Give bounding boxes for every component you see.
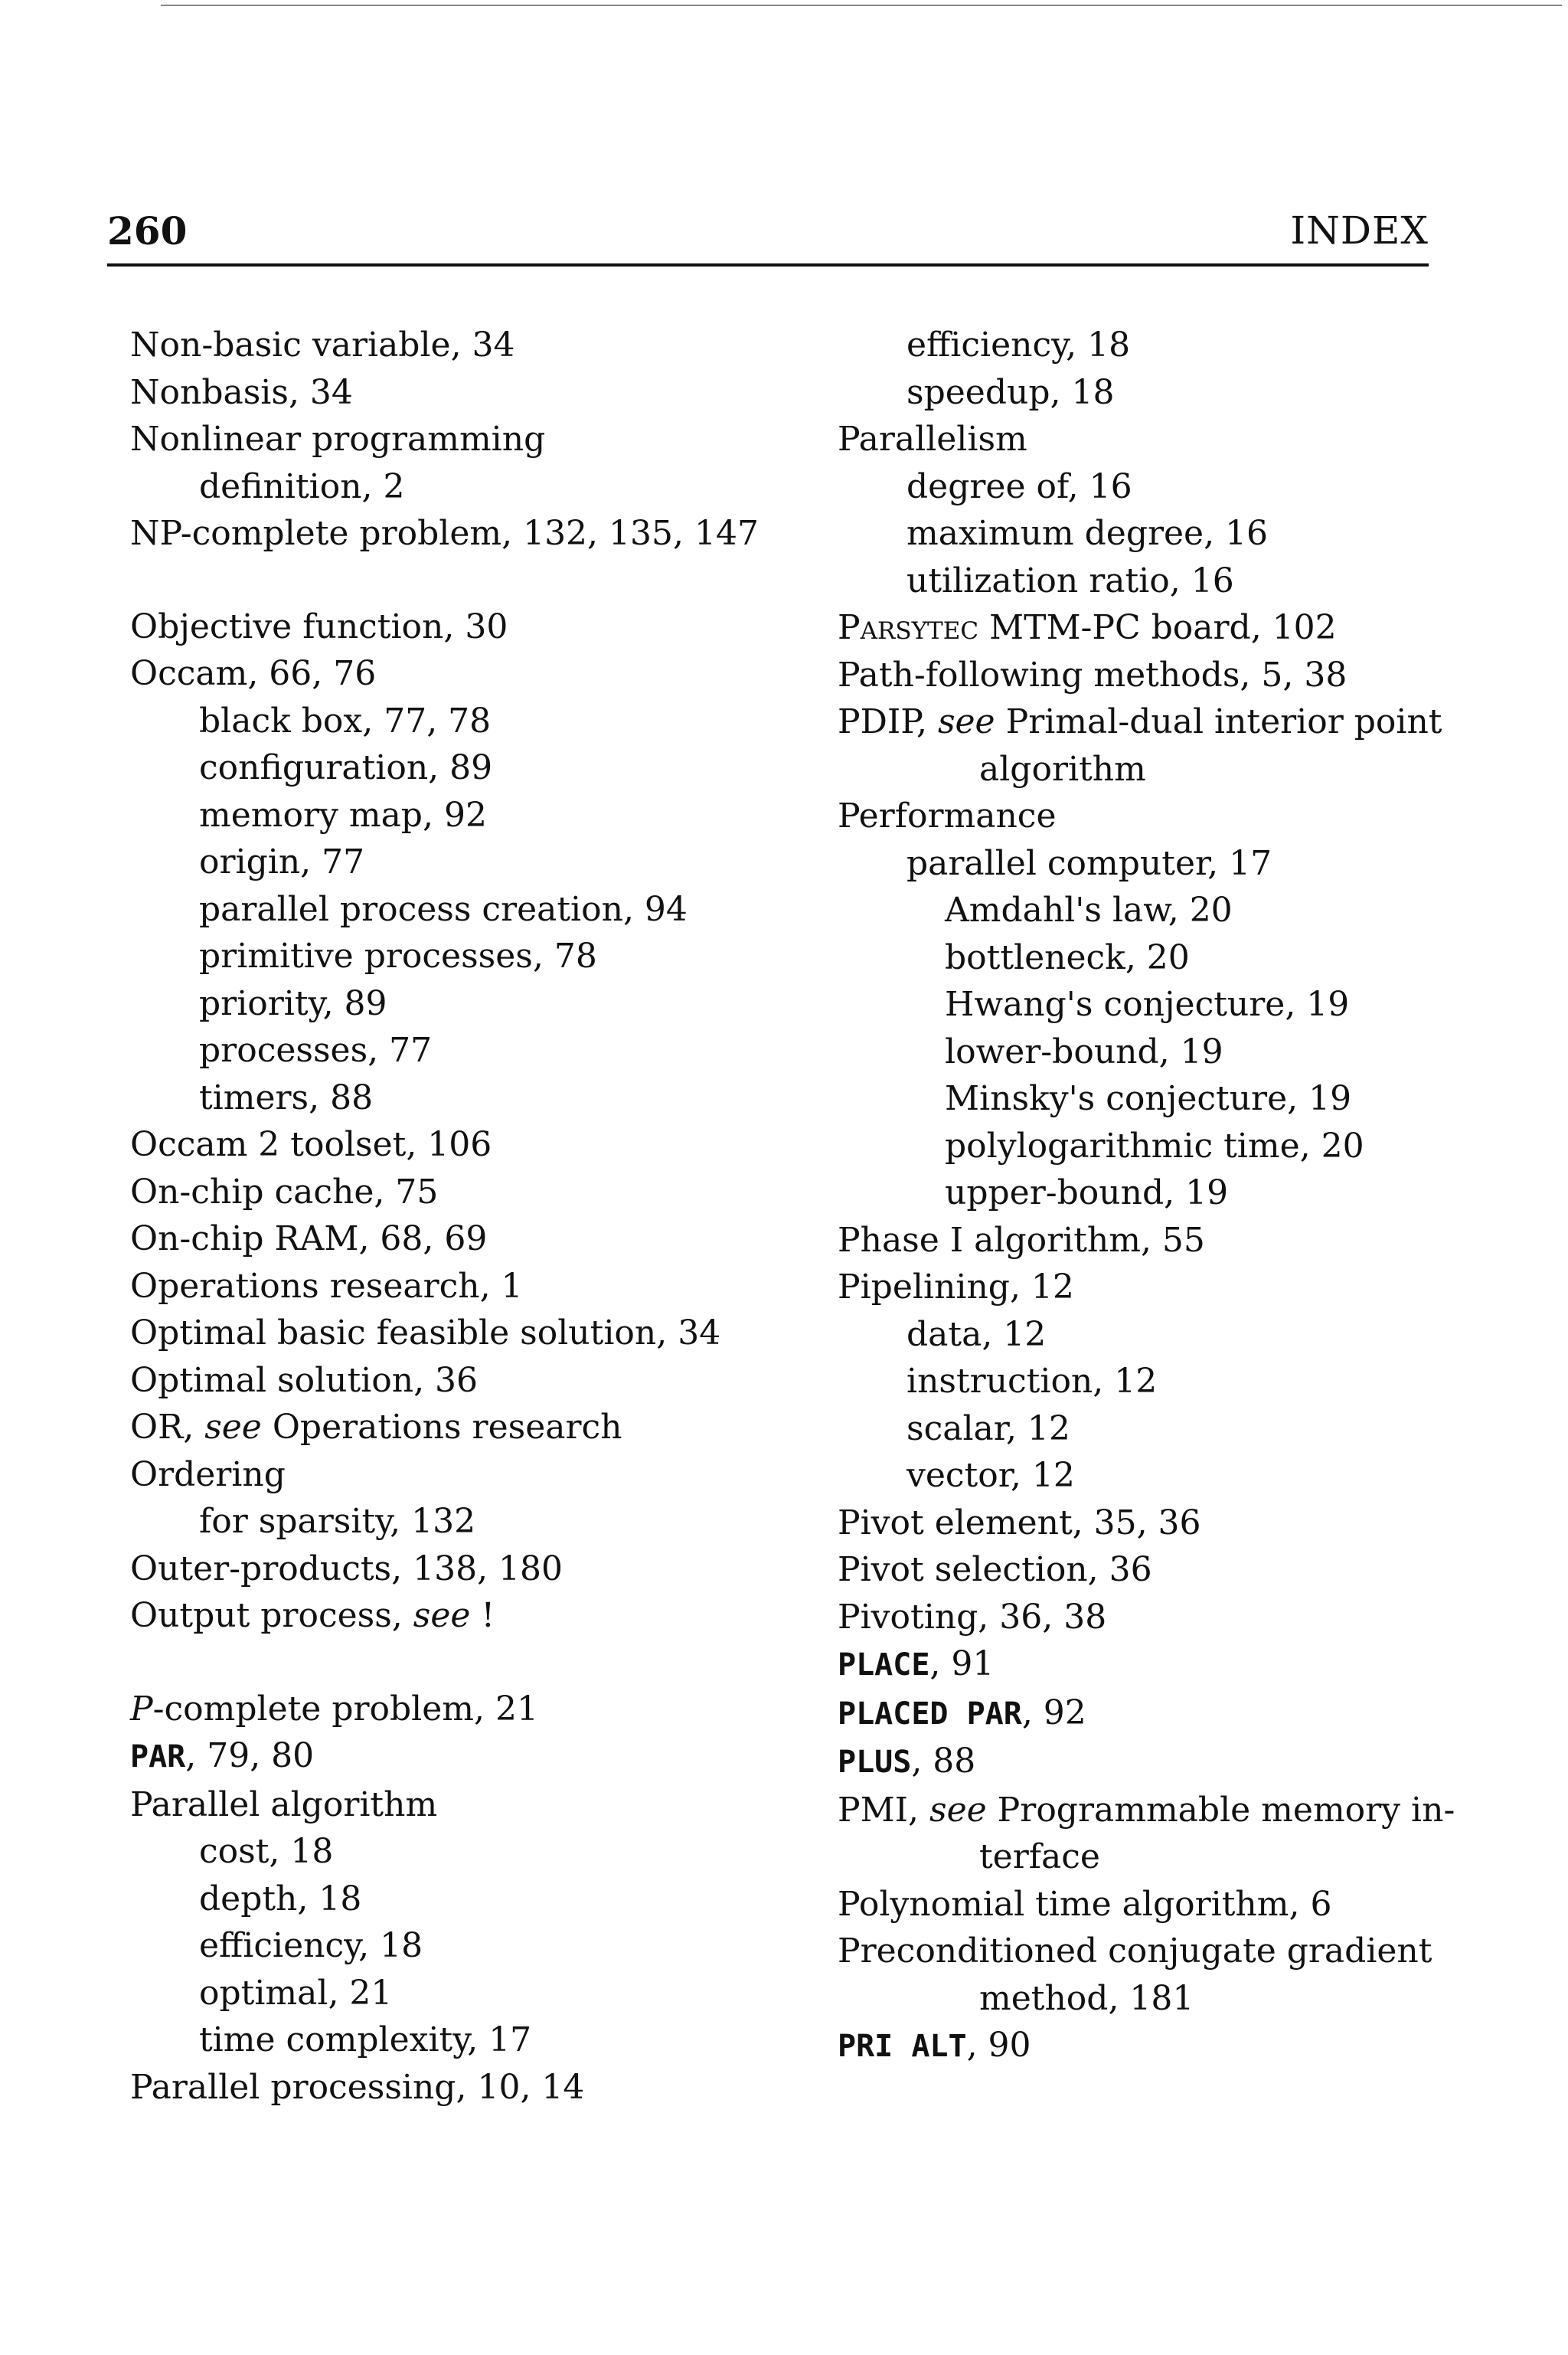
index-subentry [838, 322, 1511, 369]
entry-text: upper-bound, 19 [945, 1173, 1229, 1212]
entry-text: Phase I algorithm, 55 [838, 1220, 1205, 1260]
index-subentry [130, 792, 804, 839]
entry-term: PMI, [838, 1790, 930, 1830]
index-subentry [838, 369, 1511, 417]
entry-text: MTM-PC board, 102 [978, 608, 1337, 647]
index-subentry [838, 1029, 1511, 1076]
entry-text: On-chip cache, 75 [130, 1172, 439, 1212]
entry-text: Optimal solution, 36 [130, 1360, 479, 1400]
index-entry [838, 1500, 1511, 1547]
entry-text: polylogarithmic time, 20 [945, 1126, 1364, 1166]
entry-target: Operations research [261, 1408, 622, 1447]
index-entry [838, 652, 1511, 699]
index-entry [130, 603, 804, 651]
page-number: 260 [107, 208, 188, 253]
index-entry-continuation [838, 1975, 1511, 2023]
keyword-term: PLUS [838, 1745, 912, 1780]
index-subentry [838, 463, 1511, 511]
entry-text: Hwang's conjecture, 19 [945, 985, 1350, 1024]
index-entry [838, 1264, 1511, 1311]
index-entry [130, 1732, 804, 1781]
entry-text: for sparsity, 132 [199, 1502, 476, 1541]
entry-text: depth, 18 [199, 1879, 362, 1918]
index-entry [130, 416, 804, 463]
see-reference: see [929, 1790, 987, 1830]
entry-text: speedup, 18 [906, 372, 1115, 412]
entry-text: primitive processes, 78 [199, 937, 597, 976]
index-entry [838, 1689, 1511, 1738]
index-subentry [838, 1169, 1511, 1217]
index-entry [838, 416, 1511, 463]
entry-text: Optimal basic feasible solution, 34 [130, 1313, 721, 1352]
index-subentry [838, 510, 1511, 558]
entry-text: method, 181 [979, 1978, 1194, 2018]
entry-text: data, 12 [906, 1314, 1047, 1354]
see-reference: see [937, 702, 995, 741]
entry-text: algorithm [979, 749, 1146, 789]
index-entry [838, 1738, 1511, 1787]
entry-text: , 88 [911, 1742, 976, 1781]
small-caps-term: Parsytec [838, 608, 979, 647]
index-subentry [838, 981, 1511, 1029]
entry-text: memory map, 92 [199, 795, 487, 835]
entry-text: Pivoting, 36, 38 [838, 1597, 1107, 1637]
entry-text: Amdahl's law, 20 [945, 891, 1233, 930]
index-subentry [838, 934, 1511, 982]
index-subentry [130, 2016, 804, 2064]
entry-text: Performance [838, 796, 1057, 836]
index-subentry [838, 1452, 1511, 1500]
index-entry [130, 1404, 804, 1451]
letter-group-gap [130, 558, 804, 603]
entry-text: optimal, 21 [199, 1973, 393, 2013]
index-subentry [838, 1358, 1511, 1405]
entry-target: ! [470, 1596, 495, 1635]
index-entry-continuation [838, 1833, 1511, 1881]
index-entry [130, 322, 804, 369]
entry-text: instruction, 12 [906, 1362, 1158, 1401]
running-head: INDEX [1290, 208, 1429, 253]
index-subentry [130, 886, 804, 934]
index-entry [838, 2022, 1511, 2071]
index-subentry [838, 1123, 1511, 1170]
index-entry [838, 1881, 1511, 1928]
index-entry [130, 1357, 804, 1405]
entry-text: NP-complete problem, 132, 135, 147 [130, 514, 759, 553]
entry-text: Preconditioned conjugate gradient [838, 1931, 1432, 1971]
entry-text: time complexity, 17 [199, 2020, 532, 2059]
entry-text: configuration, 89 [199, 748, 493, 787]
index-entry-continuation [838, 746, 1511, 793]
index-entry [130, 2064, 804, 2111]
entry-text: Nonlinear programming [130, 420, 546, 459]
entry-text: scalar, 12 [906, 1408, 1070, 1448]
entry-text: Parallel algorithm [130, 1784, 438, 1824]
entry-text: Ordering [130, 1454, 286, 1494]
entry-text: Polynomial time algorithm, 6 [838, 1884, 1332, 1924]
index-subentry [130, 839, 804, 886]
entry-text: Occam, 66, 76 [130, 654, 377, 693]
entry-text: Parallel processing, 10, 14 [130, 2067, 585, 2107]
index-subentry [130, 980, 804, 1028]
top-edge-rule [161, 5, 1562, 6]
index-subentry [838, 840, 1511, 888]
entry-text: cost, 18 [199, 1832, 334, 1871]
index-entry [838, 604, 1511, 652]
keyword-term: PLACED PAR [838, 1696, 1022, 1732]
index-subentry [130, 1027, 804, 1074]
entry-text: vector, 12 [906, 1456, 1075, 1495]
entry-text: bottleneck, 20 [945, 937, 1190, 977]
index-subentry [130, 1074, 804, 1122]
entry-text: timers, 88 [199, 1078, 374, 1117]
entry-text: Pivot element, 35, 36 [838, 1503, 1201, 1542]
letter-group-gap [130, 1640, 804, 1686]
index-column-left [130, 322, 804, 2111]
index-subentry [130, 1498, 804, 1545]
index-subentry [838, 887, 1511, 934]
index-entry [130, 1169, 804, 1216]
entry-text: parallel computer, 17 [906, 843, 1272, 883]
index-entry [130, 1545, 804, 1593]
entry-text: Occam 2 toolset, 106 [130, 1125, 492, 1164]
entry-text: origin, 77 [199, 842, 365, 881]
index-entry [130, 1686, 804, 1733]
index-entry [838, 793, 1511, 840]
italic-symbol: P [130, 1689, 153, 1729]
index-subentry [130, 463, 804, 511]
index-entry [130, 369, 804, 417]
entry-text: On-chip RAM, 68, 69 [130, 1219, 488, 1258]
index-subentry [130, 1970, 804, 2017]
entry-text: Pipelining, 12 [838, 1267, 1074, 1307]
index-subentry [130, 744, 804, 792]
index-entry [838, 1546, 1511, 1594]
index-column-right [838, 322, 1511, 2071]
entry-text: Objective function, 30 [130, 607, 508, 646]
entry-text: Non-basic variable, 34 [130, 325, 515, 365]
entry-text: maximum degree, 16 [906, 514, 1269, 553]
index-entry [838, 1217, 1511, 1264]
keyword-term: PAR [130, 1739, 186, 1774]
entry-target: Primal-dual interior point [995, 702, 1442, 741]
index-subentry [130, 1828, 804, 1876]
index-entry [130, 1781, 804, 1829]
index-entry [130, 1215, 804, 1263]
entry-text: efficiency, 18 [906, 325, 1131, 365]
index-subentry [130, 1922, 804, 1970]
entry-text: terface [979, 1837, 1100, 1876]
entry-text: black box, 77, 78 [199, 701, 492, 741]
page-header [107, 208, 1429, 267]
index-subentry [130, 698, 804, 745]
entry-text: lower-bound, 19 [945, 1032, 1223, 1071]
entry-text: Operations research, 1 [130, 1266, 523, 1306]
entry-text: efficiency, 18 [199, 1926, 423, 1965]
entry-text: priority, 89 [199, 983, 387, 1023]
entry-text: Pivot selection, 36 [838, 1550, 1152, 1589]
entry-text: Nonbasis, 34 [130, 372, 353, 412]
index-entry [130, 1263, 804, 1310]
see-reference: see [413, 1596, 471, 1635]
index-subentry [130, 933, 804, 980]
entry-text: , 92 [1021, 1693, 1086, 1732]
index-entry [130, 1121, 804, 1169]
see-reference: see [204, 1408, 262, 1447]
index-subentry [838, 1075, 1511, 1123]
entry-text: Minsky's conjecture, 19 [945, 1079, 1352, 1118]
index-subentry [838, 1311, 1511, 1359]
entry-text: parallel process creation, 94 [199, 889, 688, 929]
index-entry [130, 1592, 804, 1640]
index-subentry [838, 558, 1511, 605]
entry-text: processes, 77 [199, 1031, 433, 1070]
entry-term: PDIP, [838, 702, 938, 741]
entry-text: degree of, 16 [906, 466, 1132, 506]
index-entry [130, 1451, 804, 1499]
index-entry [130, 510, 804, 558]
entry-target: Programmable memory in- [986, 1790, 1455, 1830]
entry-term: Output process, [130, 1596, 413, 1635]
entry-text: Path-following methods, 5, 38 [838, 655, 1348, 695]
keyword-term: PRI ALT [838, 2029, 967, 2064]
entry-text: , 79, 80 [185, 1736, 315, 1775]
entry-text: definition, 2 [199, 466, 405, 506]
index-entry [838, 1928, 1511, 1975]
index-entry [838, 698, 1511, 746]
entry-text: Outer-products, 138, 180 [130, 1549, 564, 1588]
entry-text: , 90 [966, 2026, 1031, 2065]
index-subentry [130, 1876, 804, 1923]
entry-text: Parallelism [838, 420, 1027, 459]
entry-text: utilization ratio, 16 [906, 561, 1234, 600]
index-entry [838, 1594, 1511, 1641]
entry-text: -complete problem, 21 [152, 1689, 538, 1729]
entry-term: OR, [130, 1408, 205, 1447]
index-entry [838, 1787, 1511, 1834]
index-subentry [838, 1405, 1511, 1453]
index-entry [130, 1310, 804, 1357]
keyword-term: PLACE [838, 1647, 930, 1683]
index-entry [130, 650, 804, 698]
index-entry [838, 1640, 1511, 1689]
entry-text: , 91 [929, 1644, 995, 1683]
